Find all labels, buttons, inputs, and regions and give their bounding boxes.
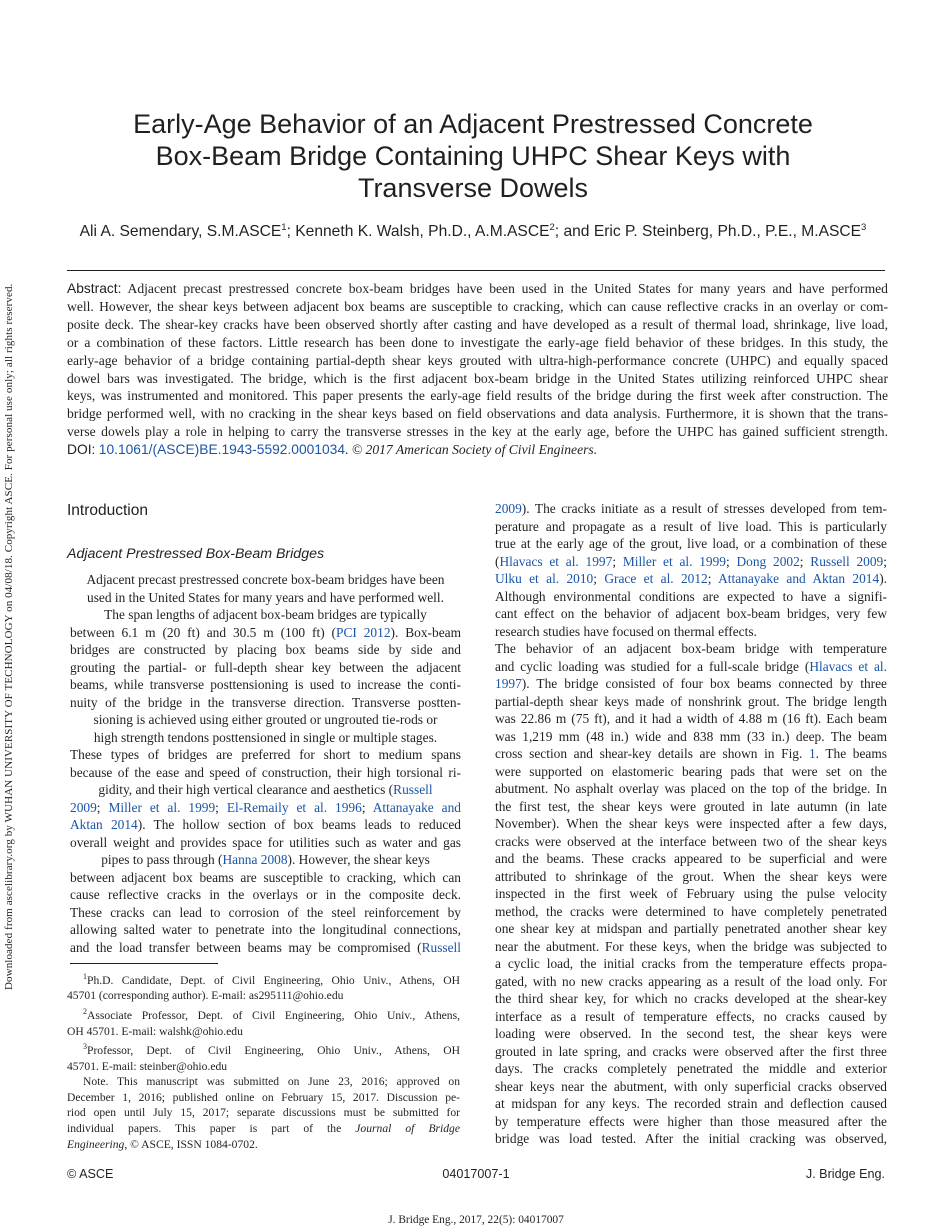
text-line	[495, 588, 887, 606]
abstract-line	[67, 334, 888, 352]
doi-link[interactable]: 10.1061/(ASCE)BE.1943-5592.0001034	[98, 442, 346, 458]
reference-link[interactable]: Russell	[393, 782, 433, 797]
text-line	[495, 500, 887, 518]
affiliation-marker: 1	[281, 222, 287, 233]
text-run: ;	[593, 571, 605, 586]
text-run: gidity, and their high vertical clearance and aesthetics (	[98, 782, 394, 797]
text-line	[495, 903, 887, 921]
title-line: Transverse Dowels	[357, 173, 589, 203]
abstract-text: well. However, the shear keys between adjacent box beams are susceptible to cracking, which can cause reflective cracks in an overlay or com-	[67, 298, 888, 314]
text-line	[495, 1043, 887, 1061]
reference-link[interactable]: Dong 2002	[736, 553, 800, 569]
text-run: was 22.86 m (75 ft), and it had a width of 4.88 m (16 ft). Each beam	[495, 711, 887, 726]
abstract-text: bridge performed well, with no cracking in the shear keys based on field observations and data analysis. Furthermore, it is shown that the trans-	[67, 406, 888, 422]
text-run: interface as a result of temperature effects, no cracks caused by	[495, 1008, 887, 1024]
text-run: pipes to pass through (	[101, 852, 223, 867]
text-run: cross section and shear-key details are shown in Fig.	[495, 746, 809, 761]
text-run: loading were observed. In the second test, the shear keys were	[495, 1026, 887, 1041]
right-column-body	[495, 500, 887, 1148]
text-line	[495, 1113, 887, 1131]
text-run: method, the cracks were determined to have completely penetrated	[495, 903, 887, 919]
footnote-line	[67, 1059, 460, 1075]
footnote-line	[67, 1004, 460, 1023]
text-line	[495, 728, 887, 746]
text-run: bridges are constructed by placing box beams side by side and	[70, 642, 461, 657]
text-run: ). The cracks initiate as a result of stresses developed from tem-	[521, 501, 887, 516]
doi-label: DOI:	[67, 442, 96, 458]
text-line	[495, 570, 887, 588]
text-line	[70, 676, 461, 694]
reference-link[interactable]: Grace et al. 2012	[604, 571, 708, 586]
text-line	[70, 816, 461, 834]
header-divider	[67, 270, 885, 271]
footnote-line	[67, 969, 460, 988]
download-notice	[3, 0, 19, 1232]
text-line	[70, 711, 461, 729]
text-run: cracks were observed at the interface between two of the shear keys	[495, 833, 887, 849]
footnote-text: OH 45701. E-mail: walshk@ohio.edu	[67, 1024, 243, 1038]
text-run: ). However, the shear keys	[287, 852, 430, 867]
footnote-text: Associate Professor, Dept. of Civil Engineering, Ohio Univ., Athens,	[87, 1008, 460, 1022]
text-run: and the load transfer between beams may be compromised (	[70, 939, 422, 955]
text-line	[70, 659, 461, 677]
text-run: bridge was load tested. After the initial cracking was observed,	[495, 1131, 887, 1146]
text-run: a cyclic load, the initial cracks from the temperature effects propa-	[495, 956, 887, 971]
text-run: (	[495, 553, 500, 569]
text-run: and the beams. These cracks appeared to be superficial and were	[495, 851, 887, 866]
text-run: between 6.1 m (20 ft) and 30.5 m (100 ft) (	[70, 624, 336, 640]
text-line	[495, 833, 887, 851]
text-line	[495, 640, 887, 658]
footer-publisher: © ASCE	[67, 1167, 114, 1181]
footnote-marker: 1	[83, 972, 87, 981]
text-line	[495, 1025, 887, 1043]
text-run: attributed to shrinkage of the grout. When the shear keys were	[495, 868, 887, 884]
text-line	[70, 834, 461, 852]
text-line	[495, 885, 887, 903]
reference-link[interactable]: Attanayake and	[372, 799, 461, 815]
text-run: ). Box-beam	[390, 624, 461, 640]
footnote-text: Note. This manuscript was submitted on June 23, 2016; approved on	[83, 1075, 460, 1089]
text-run: was 1,219 mm (48 in.) wide and 838 mm (33 in.) deep. The beam	[495, 728, 887, 744]
footnote-text: 45701 (corresponding author). E-mail: as295111@ohio.edu	[67, 989, 344, 1003]
author-name: Kenneth K. Walsh, Ph.D., A.M.ASCE	[295, 223, 550, 241]
footnote-text: riod open until July 15, 2017; separate discussions must be submitted for	[67, 1106, 460, 1120]
footnote-line	[67, 1074, 460, 1090]
reference-link[interactable]: 2009	[70, 799, 97, 815]
text-line	[495, 938, 887, 956]
text-run: cant effect on the behavior of adjacent box-beam bridges, very few	[495, 606, 887, 621]
text-line	[495, 920, 887, 938]
author-name: Ali A. Semendary, S.M.ASCE	[79, 223, 282, 241]
text-line	[70, 694, 461, 712]
footnote-line	[67, 1137, 460, 1153]
left-column-body	[70, 571, 461, 956]
text-line	[495, 868, 887, 886]
footnote-text: Journal of Bridge	[355, 1121, 460, 1135]
doi-line: DOI: 10.1061/(ASCE)BE.1943-5592.0001034. © 2017 American Society of Civil Engineers.	[67, 442, 598, 458]
text-line	[495, 605, 887, 623]
text-line	[495, 1095, 887, 1113]
abstract-text: early-age behavior of a bridge containing partial-depth shear keys grouted with ultra-high-performance concrete (UHPC) and equally spaced	[67, 352, 888, 368]
abstract-label: Abstract:	[67, 281, 122, 296]
affiliation-marker: 3	[861, 222, 867, 233]
text-run: ;	[96, 799, 109, 815]
footnote-text: , © ASCE, ISSN 1084-0702.	[124, 1137, 258, 1151]
text-line	[495, 658, 887, 676]
text-run: inspected in the first week of February using the pulse velocity	[495, 886, 887, 901]
text-line	[495, 1060, 887, 1078]
text-run: by temperature effects were higher than those measured after the	[495, 1113, 887, 1129]
reference-link[interactable]: Miller et al. 1999	[622, 553, 727, 569]
text-run: shear keys near the abutment, with only superficial cracks observed	[495, 1078, 887, 1094]
reference-link[interactable]: Hlavacs et al. 1997	[499, 553, 613, 569]
text-line	[70, 764, 461, 782]
download-notice-text: Downloaded from ascelibrary.org by WUHAN UNIVERSITY OF TECHNOLOGY on 04/08/18. Copyright ASCE. For personal use only; all rights reserved.	[3, 283, 15, 990]
author-list	[60, 222, 886, 241]
footnote-text: Ph.D. Candidate, Dept. of Civil Engineering, Ohio Univ., Athens, OH	[87, 973, 460, 987]
text-run: ;	[799, 553, 811, 569]
text-run: beams, while transverse posttensioning is used to increase the conti-	[70, 677, 461, 692]
abstract-line	[67, 316, 888, 334]
text-line	[495, 780, 887, 798]
text-run: high strength tendons posttensioned in single or multiple stages.	[93, 729, 438, 745]
text-run: ;	[707, 571, 719, 586]
text-line	[495, 553, 887, 571]
text-line	[70, 589, 461, 607]
reference-link[interactable]: Ulku et al. 2010	[495, 571, 594, 586]
footnote-text: individual papers. This paper is part of the	[67, 1121, 356, 1135]
text-run: ;	[215, 799, 227, 815]
text-run: grouted in late spring, and cracks were observed after the first three	[495, 1043, 887, 1059]
text-run: ;	[726, 553, 737, 569]
text-run: ). The bridge consisted of four box beams connected by three	[521, 676, 887, 691]
reference-link[interactable]: Miller et al. 1999	[108, 799, 216, 815]
text-run: These types of bridges are preferred for short to medium spans	[70, 747, 461, 762]
text-line	[495, 955, 887, 973]
footnote-line	[67, 1090, 460, 1106]
text-run: ;	[883, 553, 887, 569]
abstract-text: or a combination of these factors. Little research has been done to investigate the early-age field behavior of these bridges. In this study, the	[67, 334, 888, 350]
abstract-line	[67, 370, 888, 388]
footnote-line	[67, 1105, 460, 1121]
reference-link[interactable]: Hanna 2008	[222, 852, 288, 867]
text-line	[70, 886, 461, 904]
text-run: ).	[879, 571, 887, 586]
text-run: ;	[612, 553, 623, 569]
text-run: sioning is achieved using either grouted or ungrouted tie-rods or	[93, 712, 438, 727]
text-line	[70, 869, 461, 887]
footnote-text: December 1, 2016; published online on February 15, 2017. Discussion pe-	[67, 1090, 460, 1104]
text-run: research studies have focused on thermal effects.	[495, 623, 757, 639]
text-line	[495, 693, 887, 711]
reference-link[interactable]: Russell	[421, 939, 461, 955]
text-run: because of the ease and speed of construction, their high torsional ri-	[70, 764, 461, 780]
title-line: Box-Beam Bridge Containing UHPC Shear Keys with	[155, 141, 791, 171]
text-run: the first test, the shear keys were grouted in late autumn (in late	[495, 798, 887, 814]
footnote-text: Engineering	[67, 1137, 125, 1151]
footnote-marker: 3	[83, 1042, 87, 1052]
text-run: partial-depth shear keys made of nonshrink grout. The bridge length	[495, 693, 887, 709]
text-line	[70, 851, 461, 869]
abstract-line	[67, 405, 888, 423]
reference-link[interactable]: Hlavacs et al.	[809, 658, 887, 674]
footnote-divider	[70, 963, 218, 964]
text-line	[70, 781, 461, 799]
reference-link[interactable]: Attanayake and Aktan 2014	[718, 571, 880, 586]
text-run: November). When the shear keys were inspected after a few days,	[495, 816, 887, 831]
text-run: The span lengths of adjacent box-beam bridges are typically	[104, 607, 427, 622]
abstract-text: Adjacent precast prestressed concrete box-beam bridges have been used in the United States for many years and have performed	[127, 281, 888, 296]
text-line	[495, 535, 887, 553]
text-run: cause reflective cracks in the overlays or in the composite deck.	[70, 887, 461, 902]
subsection-heading: Adjacent Prestressed Box-Beam Bridges	[67, 546, 325, 562]
text-run: one shear key at midspan and partially penetrated another shear key	[495, 921, 887, 936]
text-line	[70, 641, 461, 659]
text-run: Adjacent precast prestressed concrete box-beam bridges have been	[86, 572, 445, 587]
text-run: grouting the partial- or full-depth shear key between the adjacent	[70, 659, 461, 675]
affiliation-marker: 2	[549, 222, 555, 233]
footnote-text: 45701. E-mail: steinber@ohio.edu	[67, 1059, 228, 1073]
text-line	[495, 745, 887, 763]
text-run: Although environmental conditions are expected to have a signifi-	[495, 588, 887, 604]
text-line	[495, 518, 887, 536]
footnote-marker: 2	[83, 1007, 87, 1017]
reference-link[interactable]: Russell 2009	[810, 553, 884, 569]
text-line	[70, 799, 461, 817]
reference-link[interactable]: Aktan 2014	[70, 817, 138, 832]
abstract-line	[67, 298, 888, 316]
text-run: overall weight and provides space for utilities such as water and gas	[70, 834, 461, 850]
text-line	[495, 710, 887, 728]
text-line	[495, 675, 887, 693]
abstract	[67, 280, 888, 459]
abstract-line	[67, 352, 888, 370]
text-line	[70, 606, 461, 624]
text-run: were supported on elastomeric bearing pads that were set on the	[495, 763, 887, 779]
text-run: at midspan for any keys. The recorded strain and deflection caused	[495, 1096, 887, 1111]
footnote-text: Professor, Dept. of Civil Engineering, Ohio Univ., Athens, OH	[87, 1043, 460, 1057]
citation-line: J. Bridge Eng., 2017, 22(5): 04017007	[388, 1214, 564, 1226]
reference-link[interactable]: 1997	[495, 676, 522, 691]
text-line	[70, 904, 461, 922]
text-run: days. The cracks completely penetrated the middle and exterior	[495, 1061, 887, 1076]
author-separator: ; and	[554, 223, 594, 241]
text-run: abutment. No asphalt overlay was placed on the top of the bridge. In	[495, 781, 887, 796]
abstract-line	[67, 423, 888, 441]
section-heading-introduction: Introduction	[67, 502, 148, 519]
copyright-notice: © 2017 American Society of Civil Engineers.	[351, 442, 598, 458]
footer-journal: J. Bridge Eng.	[805, 1167, 885, 1181]
text-run: used in the United States for many years and have performed well.	[87, 589, 444, 605]
reference-link[interactable]: 2009	[495, 501, 522, 516]
text-run: ). The hollow section of box beams leads to reduced	[137, 817, 461, 832]
text-line	[495, 763, 887, 781]
text-line	[495, 1078, 887, 1096]
text-line	[70, 921, 461, 939]
text-line	[495, 623, 887, 641]
text-run: near the abutment. For these keys, when the bridge was subjected to	[495, 938, 887, 954]
abstract-text: posite deck. The shear-key cracks have been observed shortly after casting and have developed as a result of thermal load, shrinkage, live load,	[67, 316, 888, 332]
text-run: perature and propagate as a result of live load. This is particularly	[495, 518, 887, 534]
abstract-text: verse dowels play a role in helping to carry the transverse stresses in the key at the early age, before the UHPC has gained sufficient strength.	[67, 424, 888, 440]
text-line	[70, 746, 461, 764]
reference-link[interactable]: 1	[808, 746, 816, 761]
abstract-text: keys, was instrumented and monitored. This paper presents the early-age field results of the bridge during the first week after construction. The	[67, 388, 888, 404]
text-line	[495, 798, 887, 816]
text-run: These cracks can lead to corrosion of the steel reinforcement by	[70, 904, 461, 920]
text-run: true at the early age of the grout, live load, or a combination of these	[495, 536, 887, 551]
text-run: The behavior of an adjacent box-beam bridge with temperature	[495, 641, 887, 656]
text-line	[495, 1130, 887, 1148]
text-run: ;	[361, 799, 373, 815]
text-line	[70, 729, 461, 747]
text-run: gated, with no new cracks appearing as a result of the load only. For	[495, 973, 887, 989]
text-line	[70, 624, 461, 642]
text-run: allowing salted water to penetrate into the longitudinal connections,	[70, 922, 461, 937]
text-line	[495, 850, 887, 868]
abstract-line	[67, 280, 888, 298]
reference-link[interactable]: PCI 2012	[336, 624, 391, 640]
author-separator: ;	[286, 223, 296, 241]
reference-link[interactable]: El-Remaily et al. 1996	[226, 799, 362, 815]
footnote-line	[67, 988, 460, 1004]
footnotes	[67, 969, 460, 1152]
abstract-line	[67, 387, 888, 405]
abstract-text: dowel bars was investigated. The bridge, which is the first adjacent box-beam bridge in the United States utilizing reinforced UHPC shear	[67, 370, 888, 386]
text-line	[495, 1008, 887, 1026]
text-run: nuity of the bridge in the transverse direction. Transverse postten-	[70, 694, 461, 710]
text-line	[495, 990, 887, 1008]
text-run: and cyclic loading was studied for a full-scale bridge (	[495, 658, 810, 674]
footer-page-id: 04017007-1	[442, 1167, 510, 1181]
author-name: Eric P. Steinberg, Ph.D., P.E., M.ASCE	[593, 223, 862, 241]
paper-title	[60, 108, 886, 204]
footnote-line	[67, 1039, 460, 1058]
text-line	[70, 571, 461, 589]
footnote-line	[67, 1024, 460, 1040]
text-line	[495, 815, 887, 833]
text-run: . The beams	[815, 746, 887, 761]
text-line	[495, 973, 887, 991]
footnote-line	[67, 1121, 460, 1137]
text-line	[70, 939, 461, 957]
text-run: the third shear key, for which no cracks developed at the shear-key	[495, 991, 887, 1006]
title-line: Early-Age Behavior of an Adjacent Prestressed Concrete	[133, 109, 813, 139]
text-run: between adjacent box beams are susceptible to cracking, which can	[70, 869, 461, 885]
